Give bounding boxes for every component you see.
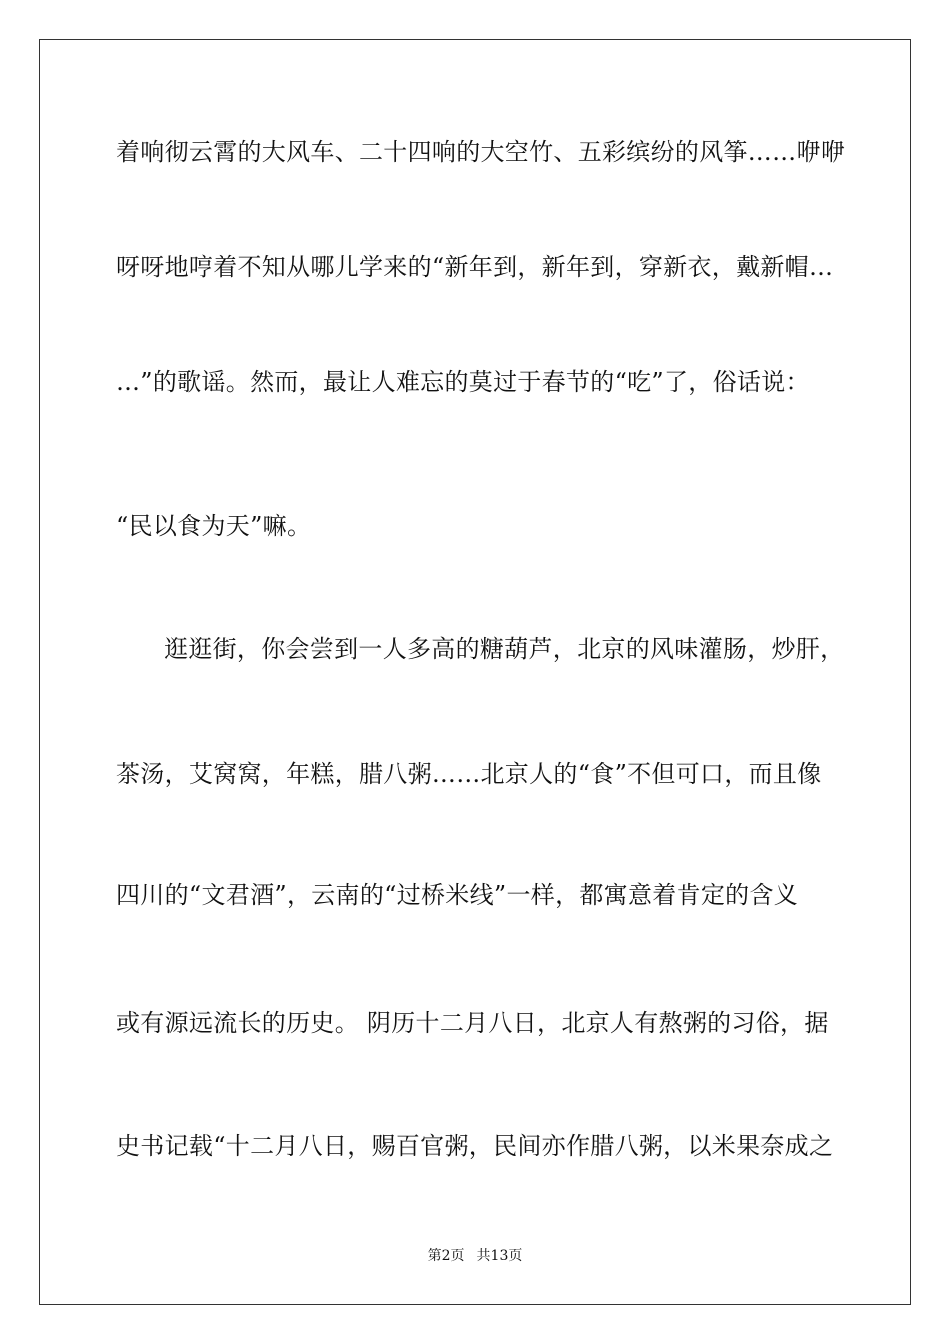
text-line-1: 着响彻云霄的大风车、二十四响的大空竹、五彩缤纷的风筝……咿咿	[116, 138, 845, 166]
page-border	[39, 39, 911, 1305]
page-number: 第2页	[427, 1248, 465, 1264]
page-total: 共13页	[476, 1248, 523, 1264]
text-line-5	[116, 634, 884, 664]
paragraph-2-first-line: 逛逛街，你会尝到一人多高的糖葫芦，北京的风味灌肠，炒肝，	[164, 635, 845, 663]
text-line-9: 史书记载“十二月八日，赐百官粥，民间亦作腊八粥，以米果奈成之	[116, 1132, 834, 1160]
page-footer	[0, 1246, 950, 1266]
text-line-7: 四川的“文君酒”，云南的“过桥米线”一样，都寓意着肯定的含义	[116, 881, 799, 909]
text-line-4: “民以食为天”嘛。	[116, 512, 312, 540]
text-line-8: 或有源远流长的历史。 阴历十二月八日，北京人有熬粥的习俗，据	[116, 1009, 829, 1037]
text-line-6: 茶汤，艾窝窝，年糕，腊八粥……北京人的“食”不但可口，而且像	[116, 760, 822, 788]
text-line-3: …”的歌谣。然而，最让人难忘的莫过于春节的“吃”了，俗话说：	[116, 368, 810, 396]
text-line-2: 呀呀地哼着不知从哪儿学来的“新年到，新年到，穿新衣，戴新帽…	[116, 253, 834, 281]
